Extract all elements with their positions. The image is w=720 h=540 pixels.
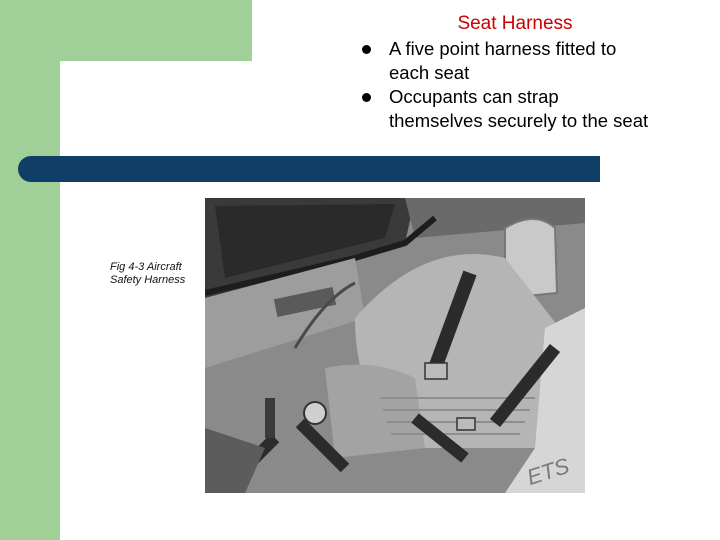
rounded-corner [60,61,100,101]
navy-divider-bar [18,156,600,182]
bullet-item [360,85,650,133]
green-side-stripe [0,0,60,540]
figure-caption [110,261,205,287]
bullet-text: A five point harness fitted to each seat [389,38,617,83]
photo-lettering: ETS [523,452,573,490]
bullet-icon [362,93,371,102]
slide-title: Seat Harness [457,13,573,34]
bullet-text: Occupants can strap themselves securely to the seat [389,86,649,131]
bullet-item [360,37,650,85]
seat-harness-photo [205,198,585,493]
bullet-icon [362,45,371,54]
figure-caption-line: Safety Harness [110,274,186,286]
figure-caption-line: Fig 4-3 Aircraft [110,261,182,273]
bullet-list [360,37,650,133]
